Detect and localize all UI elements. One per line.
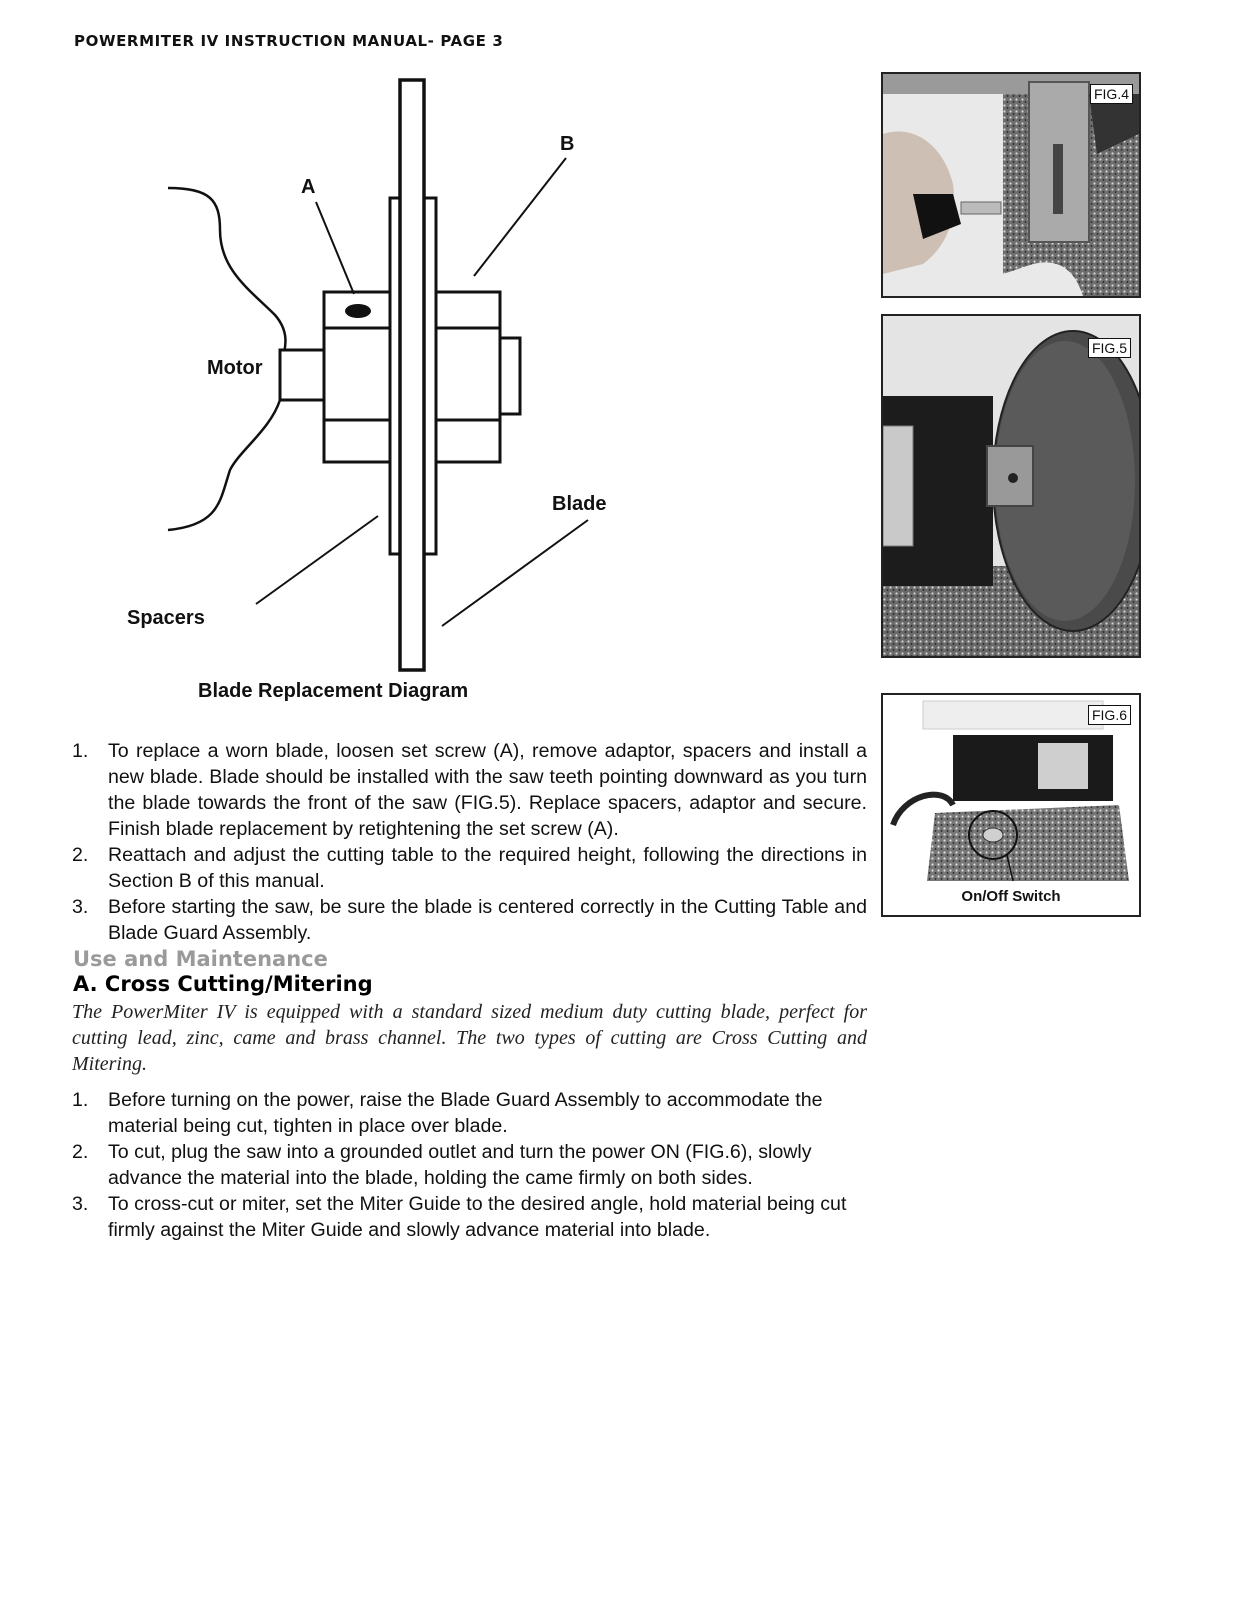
section-intro: The PowerMiter IV is equipped with a standard sized medium duty cutting blade, perfect for cutting lead, zinc, came and brass channel. The two types of cutting are Cross Cutting and Mitering. xyxy=(72,1001,867,1075)
step-number: 2. xyxy=(72,844,89,866)
list-item xyxy=(72,738,867,842)
diagram-caption: Blade Replacement Diagram xyxy=(198,680,469,702)
fig5-tag: FIG.5 xyxy=(1088,338,1131,358)
step-number: 1. xyxy=(72,740,89,762)
list-item xyxy=(72,842,867,894)
fig4-photo xyxy=(881,72,1141,298)
label-motor: Motor xyxy=(207,357,263,379)
motor-shaft xyxy=(280,350,325,400)
label-blade: Blade xyxy=(552,493,607,515)
label-spacers: Spacers xyxy=(127,607,205,629)
blade-replacement-steps xyxy=(72,738,867,946)
blade-replacement-diagram xyxy=(120,70,640,680)
set-screw xyxy=(345,304,371,318)
step-number: 2. xyxy=(72,1141,89,1163)
step-text: To cut, plug the saw into a grounded outlet and turn the power ON (FIG.6), slowly advance the material into the blade, holding the came firmly on both sides. xyxy=(108,1141,812,1189)
fig6-caption: On/Off Switch xyxy=(961,888,1061,905)
page-header: POWERMITER IV INSTRUCTION MANUAL- PAGE 3 xyxy=(74,32,504,50)
fig6-photo xyxy=(881,693,1141,917)
step-text: To cross-cut or miter, set the Miter Guide to the desired angle, hold material being cut firmly against the Miter Guide and slowly advance material into blade. xyxy=(108,1193,847,1241)
blade-shape xyxy=(400,80,424,670)
section-heading: Use and Maintenance xyxy=(73,947,328,971)
step-text: Before turning on the power, raise the Blade Guard Assembly to accommodate the material being cut, tighten in place over blade. xyxy=(108,1089,823,1137)
label-b: B xyxy=(560,133,575,155)
fig5-photo xyxy=(881,314,1141,658)
cross-cutting-steps xyxy=(72,1087,867,1243)
section-subheading: A. Cross Cutting/Mitering xyxy=(73,972,373,996)
step-text: Reattach and adjust the cutting table to the required height, following the directions in Section B of this manual. xyxy=(108,844,867,892)
fig6-tag: FIG.6 xyxy=(1088,705,1131,725)
label-a: A xyxy=(301,176,316,198)
fig4-tag: FIG.4 xyxy=(1090,84,1133,104)
list-item xyxy=(72,1139,867,1191)
list-item xyxy=(72,1087,867,1139)
step-number: 1. xyxy=(72,1089,89,1111)
nut-right xyxy=(500,338,520,414)
step-text: Before starting the saw, be sure the blade is centered correctly in the Cutting Table and Blade Guard Assembly. xyxy=(108,896,867,944)
spacer-right xyxy=(432,292,500,462)
list-item xyxy=(72,894,867,946)
spacer-strip-right xyxy=(424,198,436,554)
step-number: 3. xyxy=(72,896,89,918)
step-number: 3. xyxy=(72,1193,89,1215)
list-item xyxy=(72,1191,867,1243)
step-text: To replace a worn blade, loosen set screw (A), remove adaptor, spacers and install a new blade. Blade should be installed with the saw teeth pointing downward as you turn the blade towards the front of the saw (FIG.5). Replace spacers, adaptor and secure. Finish blade replacement by retightening the set screw (A). xyxy=(108,740,867,840)
